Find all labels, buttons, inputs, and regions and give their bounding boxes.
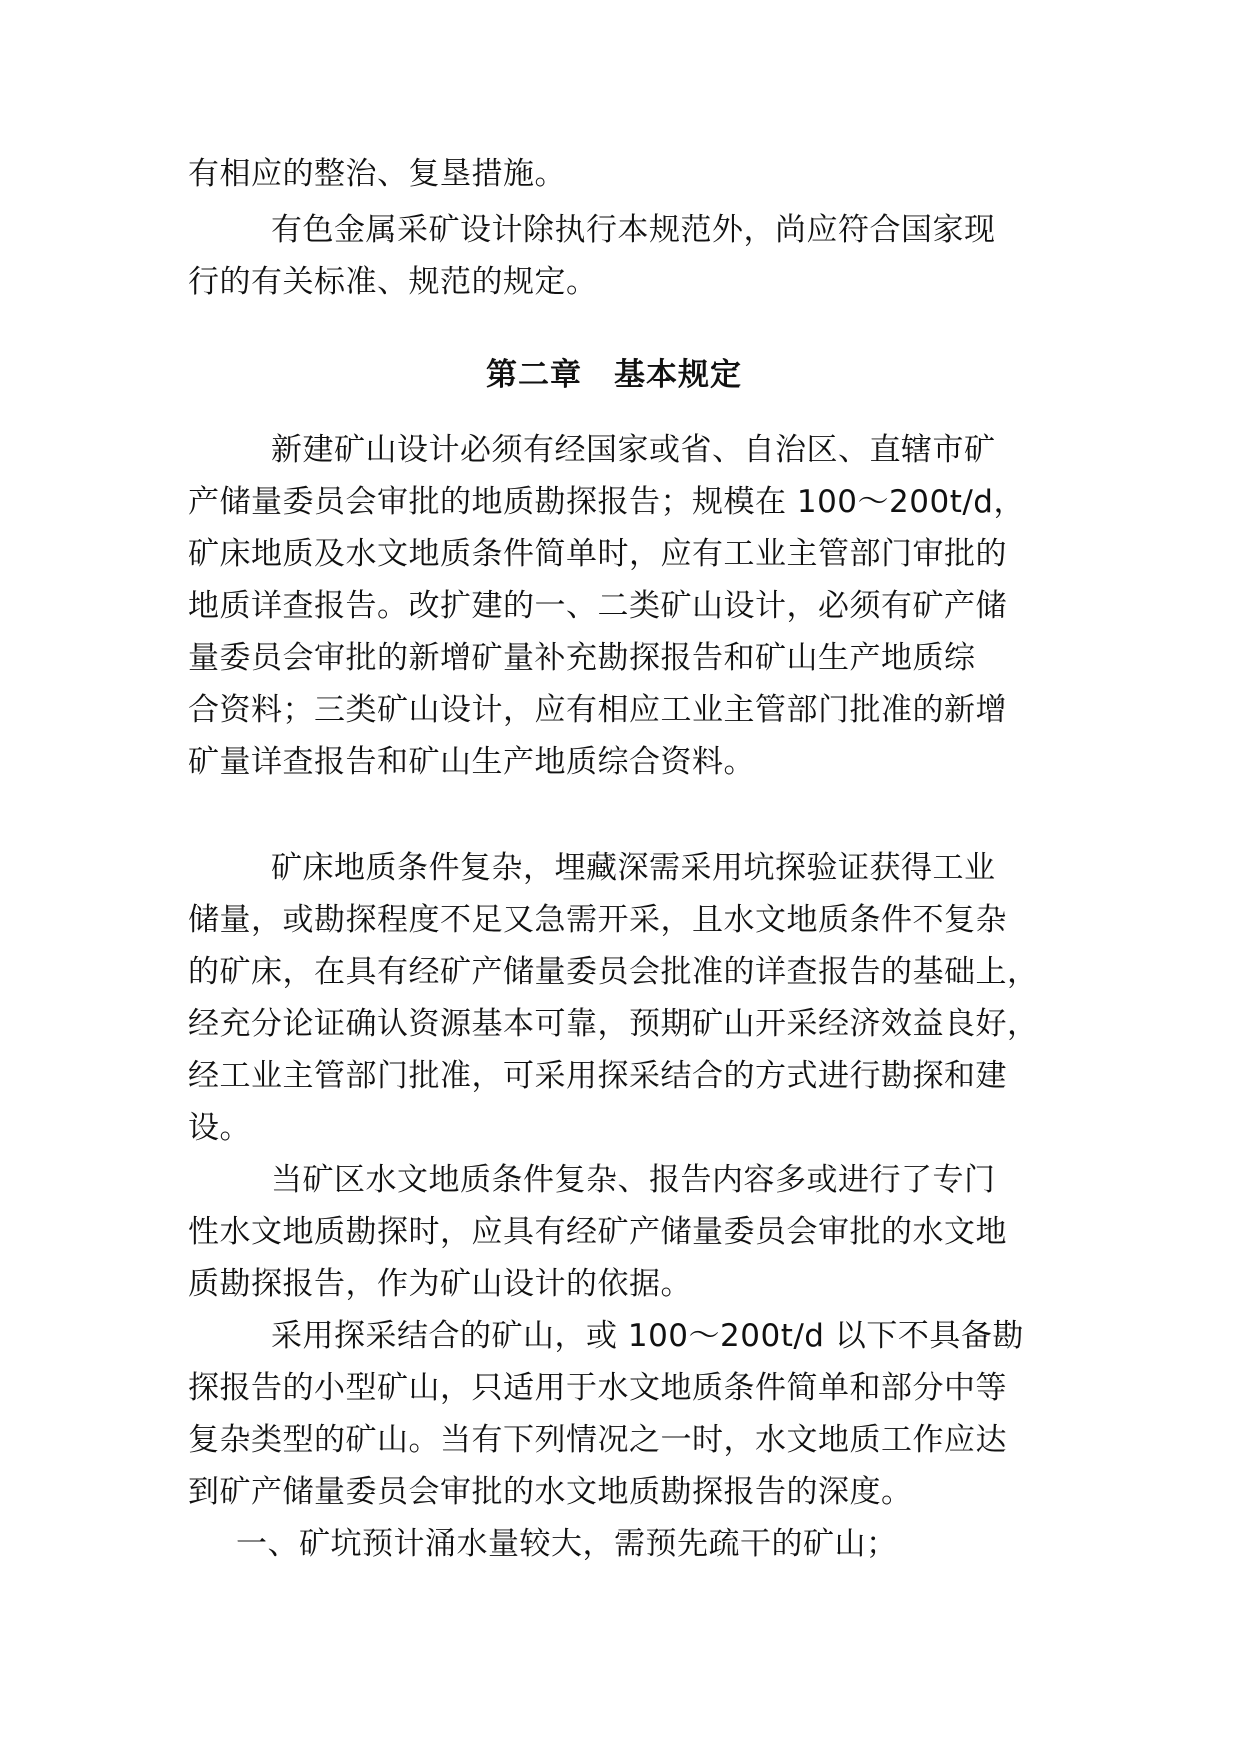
text-line: 行的有关标准、规范的规定。 — [188, 264, 598, 300]
paragraph-first-line: 当矿区水文地质条件复杂、报告内容多或进行了专门 — [271, 1162, 996, 1198]
text-line: 性水文地质勘探时，应具有经矿产储量委员会审批的水文地 — [188, 1214, 1007, 1250]
text-line: 产储量委员会审批的地质勘探报告；规模在 100～200t/d， — [188, 484, 1025, 520]
text-line: 质勘探报告，作为矿山设计的依据。 — [188, 1266, 692, 1302]
text-line: 经工业主管部门批准，可采用探采结合的方式进行勘探和建 — [188, 1058, 1007, 1094]
text-line: 矿床地质及水文地质条件简单时，应有工业主管部门审批的 — [188, 536, 1007, 572]
text-line: 复杂类型的矿山。当有下列情况之一时，水文地质工作应达 — [188, 1422, 1007, 1458]
paragraph-first-line: 新建矿山设计必须有经国家或省、自治区、直辖市矿 — [271, 432, 996, 468]
paragraph-first-line: 有色金属采矿设计除执行本规范外，尚应符合国家现 — [271, 212, 996, 248]
text-line: 矿量详查报告和矿山生产地质综合资料。 — [188, 744, 755, 780]
text-line: 探报告的小型矿山，只适用于水文地质条件简单和部分中等 — [188, 1370, 1007, 1406]
paragraph-first-line: 矿床地质条件复杂，埋藏深需采用坑探验证获得工业 — [271, 850, 996, 886]
paragraph-first-line: 采用探采结合的矿山，或 100～200t/d 以下不具备勘 — [271, 1318, 1024, 1354]
text-line: 储量，或勘探程度不足又急需开采，且水文地质条件不复杂 — [188, 902, 1007, 938]
text-line: 设。 — [188, 1110, 251, 1146]
chapter-heading: 第二章 基本规定 — [486, 357, 742, 393]
text-line: 的矿床，在具有经矿产储量委员会批准的详查报告的基础上， — [188, 954, 1039, 990]
text-line: 到矿产储量委员会审批的水文地质勘探报告的深度。 — [188, 1474, 913, 1510]
text-line: 量委员会审批的新增矿量补充勘探报告和矿山生产地质综 — [188, 640, 976, 676]
list-item: 一、矿坑预计涌水量较大，需预先疏干的矿山； — [236, 1526, 898, 1562]
text-line: 有相应的整治、复垦措施。 — [188, 156, 566, 192]
text-line: 经充分论证确认资源基本可靠，预期矿山开采经济效益良好， — [188, 1006, 1039, 1042]
text-line: 地质详查报告。改扩建的一、二类矿山设计，必须有矿产储 — [188, 588, 1007, 624]
text-line: 合资料；三类矿山设计，应有相应工业主管部门批准的新增 — [188, 692, 1007, 728]
